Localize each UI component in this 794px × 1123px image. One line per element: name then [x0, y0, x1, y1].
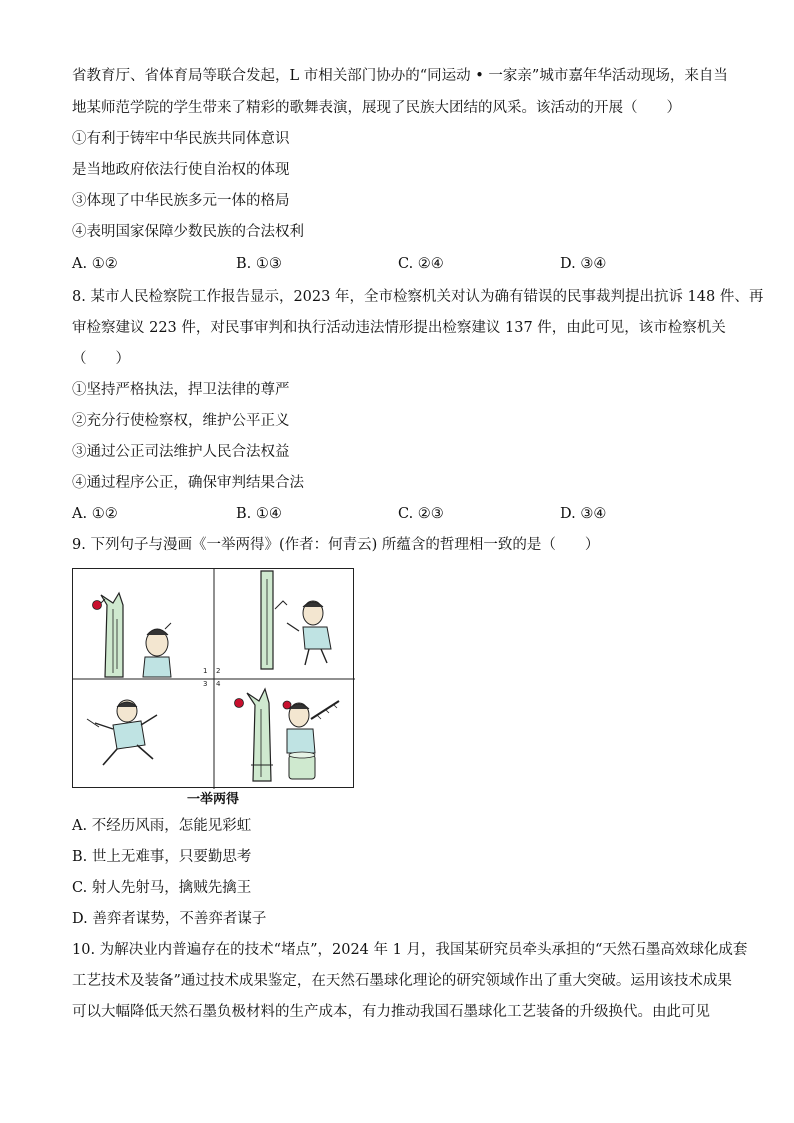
q8-option-a[interactable]: A. ①②: [72, 506, 118, 522]
q7-item-2: 是当地政府依法行使自治权的体现: [72, 162, 290, 178]
q8-option-b[interactable]: B. ①④: [236, 506, 282, 522]
q7-option-d[interactable]: D. ③④: [560, 256, 607, 272]
q7-item-1: ①有利于铸牢中华民族共同体意识: [72, 131, 290, 147]
q10-stem-line-3: 可以大幅降低天然石墨负极材料的生产成本，有力推动我国石墨球化工艺装备的升级换代。由此可见: [72, 1004, 710, 1020]
q7-stem-line-2: 地某师范学院的学生带来了精彩的歌舞表演，展现了民族大团结的风采。该活动的开展（ ）: [72, 100, 681, 116]
panel-1: [93, 593, 172, 677]
cartoon-title: 一举两得: [186, 792, 239, 807]
q7-stem-line-1: 省教育厅、省体育局等联合发起，L 市相关部门协办的“同运动 • 一家亲”城市嘉年华活动现场，来自当: [72, 68, 728, 84]
q8-item-4: ④通过程序公正，确保审判结果合法: [72, 475, 304, 491]
q8-item-3: ③通过公正司法维护人民合法权益: [72, 444, 290, 460]
q10-stem-line-1: 10. 为解决业内普遍存在的技术“堵点”，2024 年 1 月，我国某研究员牵头承担的“天然石墨高效球化成套: [72, 942, 748, 958]
q10-stem-line-2: 工艺技术及装备”通过技术成果鉴定，在天然石墨球化理论的研究领域作出了重大突破。运用该技术成果: [72, 973, 732, 989]
q8-option-c[interactable]: C. ②③: [398, 506, 444, 522]
panel-number-3: 3: [203, 680, 208, 688]
q9-stem: 9. 下列句子与漫画《一举两得》(作者：何青云) 所蕴含的哲理相一致的是（ ）: [72, 537, 600, 553]
q7-option-b[interactable]: B. ①③: [236, 256, 282, 272]
q9-option-c[interactable]: C. 射人先射马，擒贼先擒王: [72, 880, 252, 896]
q7-option-c[interactable]: C. ②④: [398, 256, 444, 272]
q7-item-3: ③体现了中华民族多元一体的格局: [72, 193, 290, 209]
cartoon-image: [72, 568, 354, 788]
panel-number-2: 2: [216, 667, 221, 675]
panel-2: [261, 571, 331, 669]
q7-option-a[interactable]: A. ①②: [72, 256, 118, 272]
q8-stem-line-2: 审检察建议 223 件，对民事审判和执行活动违法情形提出检察建议 137 件，由此可见，该市检察机关: [72, 320, 726, 336]
panel-4: [235, 689, 340, 781]
q8-item-2: ②充分行使检察权，维护公平正义: [72, 413, 290, 429]
q8-stem-line-1: 8. 某市人民检察院工作报告显示，2023 年，全市检察机关对认为确有错误的民事裁判提出抗诉 148 件、再: [72, 289, 764, 305]
q9-option-d[interactable]: D. 善弈者谋势，不善弈者谋子: [72, 911, 267, 927]
panel-number-4: 4: [216, 680, 221, 688]
q7-item-4: ④表明国家保障少数民族的合法权利: [72, 224, 304, 240]
panel-3: [87, 700, 157, 765]
q8-option-d[interactable]: D. ③④: [560, 506, 607, 522]
panel-number-1: 1: [203, 667, 208, 675]
cartoon-drawing: [73, 569, 355, 789]
q8-stem-line-3: （ ）: [72, 351, 130, 367]
q9-option-a[interactable]: A. 不经历风雨，怎能见彩虹: [72, 818, 252, 834]
q9-option-b[interactable]: B. 世上无难事，只要勤思考: [72, 849, 252, 865]
q8-item-1: ①坚持严格执法，捍卫法律的尊严: [72, 382, 290, 398]
